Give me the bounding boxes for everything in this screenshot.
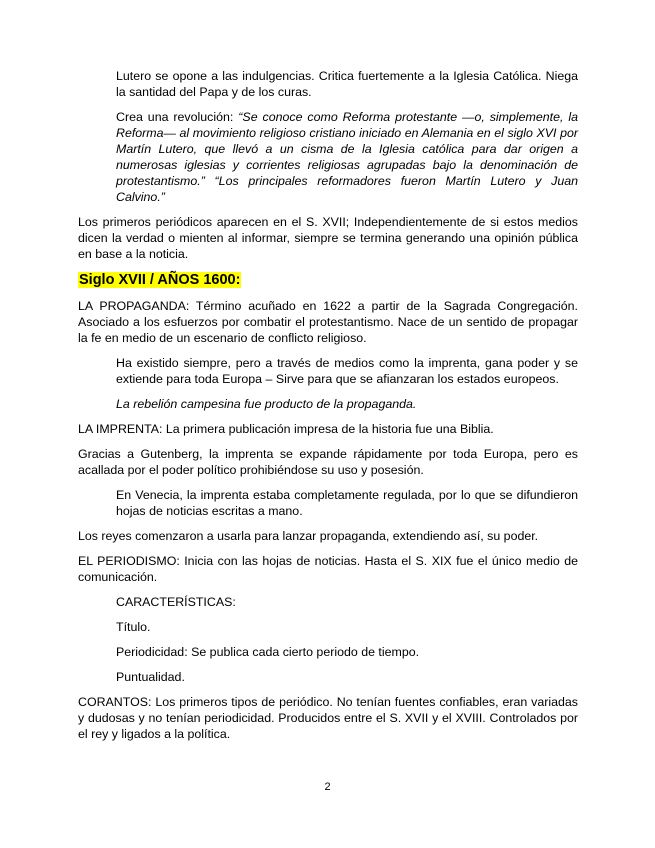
paragraph-periodicos: Los primeros periódicos aparecen en el S. XVII; Independientemente de si estos medios dicen la verdad o mienten al informar, siempre se termina generando una opinión pública en base a la noticia. xyxy=(78,215,578,261)
reforma-quote: “Se conoce como Reforma protestante —o, simplemente, la Reforma— al movimiento religioso cristiano iniciado en Alemania en el siglo XVI por Martín Lutero, que llevó a un cisma de la Iglesia católica para dar origen a numerosas iglesias y corrientes religiosas agrupadas bajo la denominación de protestantismo.” “Los principales reformadores fueron Martín Lutero y Juan Calvino.” xyxy=(116,110,579,204)
paragraph-imprenta-poder: Ha existido siempre, pero a través de medios como la imprenta, gana poder y se extiende para toda Europa – Sirve para que se afianzaran los estados europeos. xyxy=(116,356,578,386)
page-number: 2 xyxy=(324,781,331,793)
paragraph-reyes: Los reyes comenzaron a usarla para lanzar propaganda, extendiendo así, su poder. xyxy=(78,529,539,543)
paragraph-rebelion: La rebelión campesina fue producto de la propaganda. xyxy=(116,397,417,411)
paragraph-venecia: En Venecia, la imprenta estaba completamente regulada, por lo que se difundieron hojas de noticias escritas a mano. xyxy=(116,488,578,518)
paragraph-corantos: CORANTOS: Los primeros tipos de periódico. No tenían fuentes confiables, eran variadas y dudosas y no tenían periodicidad. Producidos entre el S. XVII y el XVIII. Controlados por el rey y ligados a la política. xyxy=(78,695,578,741)
paragraph-imprenta: LA IMPRENTA: La primera publicación impresa de la historia fue una Biblia. xyxy=(78,422,494,436)
heading-highlight: Siglo XVII / AÑOS 1600: xyxy=(79,272,241,288)
document-page xyxy=(78,68,578,751)
paragraph-titulo: Título. xyxy=(116,620,151,634)
revolucion-prefix: Crea una revolución: xyxy=(116,110,239,124)
paragraph-periodismo: EL PERIODISMO: Inicia con las hojas de noticias. Hasta el S. XIX fue el único medio de comunicación. xyxy=(78,554,578,584)
paragraph-lutero: Lutero se opone a las indulgencias. Critica fuertemente a la Iglesia Católica. Niega la santidad del Papa y de los curas. xyxy=(116,69,578,99)
paragraph-periodicidad: Periodicidad: Se publica cada cierto periodo de tiempo. xyxy=(116,645,420,659)
paragraph-puntualidad: Puntualidad. xyxy=(116,670,185,684)
paragraph-propaganda: LA PROPAGANDA: Término acuñado en 1622 a partir de la Sagrada Congregación. Asociado a los esfuerzos por combatir el protestantismo. Nace de un sentido de propagar la fe en medio de un escenario de conflicto religioso. xyxy=(78,299,578,345)
section-heading xyxy=(78,271,578,289)
paragraph-gutenberg: Gracias a Gutenberg, la imprenta se expande rápidamente por toda Europa, pero es acallada por el poder político prohibiéndose su uso y posesión. xyxy=(78,447,578,477)
paragraph-caracteristicas: CARACTERÍSTICAS: xyxy=(116,595,236,609)
paragraph-revolucion xyxy=(116,109,578,205)
